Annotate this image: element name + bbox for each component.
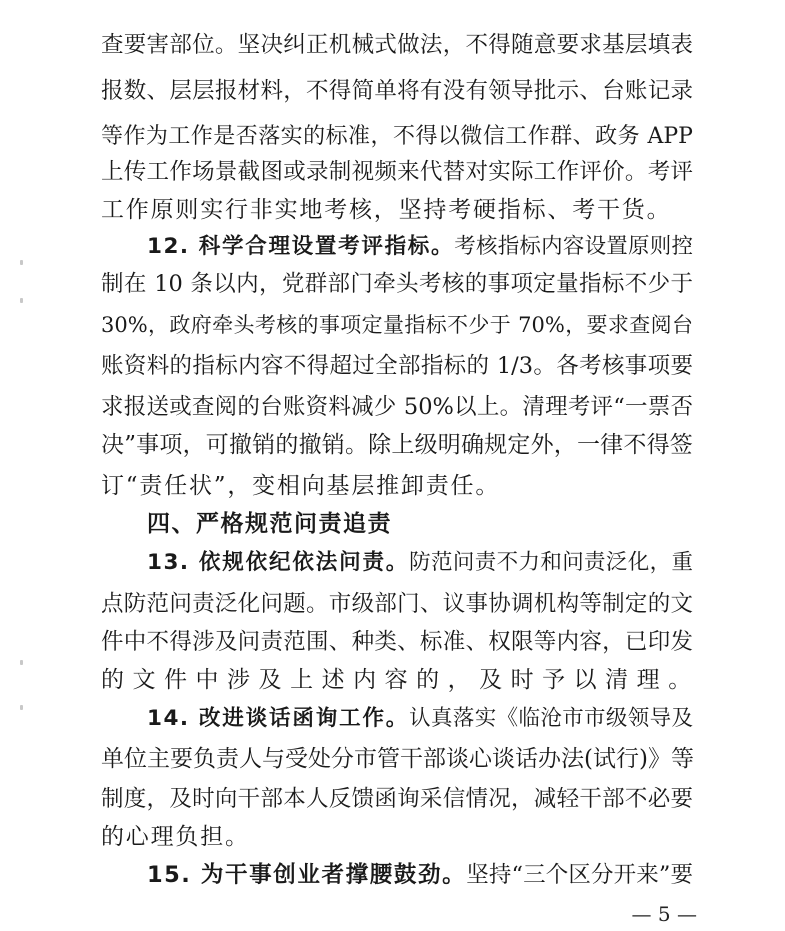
body-line: 制在 10 条以内，党群部门牵头考核的事项定量指标不少于 (101, 271, 693, 297)
body-line: 查要害部位。坚决纠正机械式做法，不得随意要求基层填表 (101, 32, 693, 58)
body-line: 点防范问责泛化问题。市级部门、议事协调机构等制定的文 (101, 591, 693, 617)
binding-hole-mark (20, 298, 23, 303)
body-line: 制度，及时向干部本人反馈函询采信情况，减轻干部不必要 (101, 786, 693, 812)
body-line: 决”事项，可撤销的撤销。除上级明确规定外，一律不得签 (101, 432, 693, 458)
section-item-13: 13. 依规依纪依法问责。防范问责不力和问责泛化，重 (147, 550, 693, 575)
section-item-15: 15. 为干事创业者撑腰鼓劲。坚持“三个区分开来”要 (147, 862, 693, 888)
body-line: 30%，政府牵头考核的事项定量指标不少于 70%，要求查阅台 (101, 313, 693, 337)
body-line: 报数、层层报材料，不得简单将有没有领导批示、台账记录 (101, 78, 693, 104)
item-heading: 15. 为干事创业者撑腰鼓劲。 (147, 862, 467, 888)
binding-hole-mark (20, 705, 23, 710)
body-line: 求报送或查阅的台账资料减少 50%以上。清理考评“一票否 (101, 394, 693, 420)
body-line: 订“责任状”，变相向基层推卸责任。 (101, 473, 501, 499)
body-line: 账资料的指标内容不得超过全部指标的 1/3。各考核事项要 (101, 353, 693, 379)
body-line: 上传工作场景截图或录制视频来代替对实际工作评价。考评 (101, 159, 693, 185)
body-line: 件中不得涉及问责范围、种类、标准、权限等内容，已印发 (101, 629, 693, 655)
body-line: 的心理负担。 (101, 824, 250, 850)
body-line: 工作原则实行非实地考核，坚持考硬指标、考干货。 (101, 197, 672, 223)
page-number: — 5 — (631, 902, 697, 926)
item-heading: 13. 依规依纪依法问责。 (147, 550, 410, 575)
item-heading: 12. 科学合理设置考评指标。 (147, 234, 455, 259)
binding-hole-mark (20, 660, 23, 665)
body-line: 单位主要负责人与受处分市管干部谈心谈话办法(试行)》等 (101, 746, 694, 772)
body-line: 的文件中涉及上述内容的，及时予以清理。 (101, 667, 693, 693)
section-item-14: 14. 改进谈话函询工作。认真落实《临沧市市级领导及 (147, 706, 693, 731)
section-heading: 四、严格规范问责追责 (147, 511, 392, 537)
section-item-12: 12. 科学合理设置考评指标。考核指标内容设置原则控 (147, 234, 693, 259)
binding-hole-mark (20, 260, 23, 265)
body-line: 等作为工作是否落实的标准，不得以微信工作群、政务 APP (101, 124, 693, 149)
item-heading: 14. 改进谈话函询工作。 (147, 706, 410, 731)
